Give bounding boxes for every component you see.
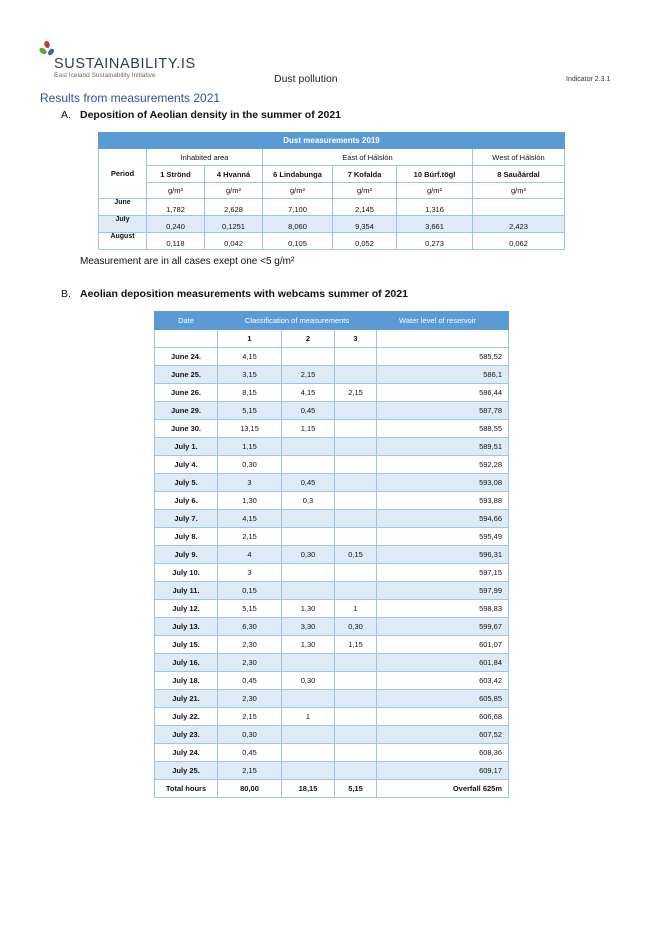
measurement-note: Measurement are in all cases exept one <5 g/m² (80, 256, 295, 267)
date-cell: July 12. (155, 600, 218, 618)
table1-title: Dust measurements 2019 (99, 133, 565, 149)
class-2-cell (282, 348, 335, 366)
class-1-cell: 2,30 (218, 636, 282, 654)
value-cell: 2,145 (333, 199, 397, 216)
value-cell: 8,060 (263, 216, 333, 233)
results-heading: Results from measurements 2021 (40, 91, 221, 105)
class-3-cell: 1,15 (335, 636, 377, 654)
webcam-measurements-table (154, 311, 509, 798)
class-1-cell: 8,15 (218, 384, 282, 402)
class-3-cell (335, 582, 377, 600)
section-b-letter: B. (61, 288, 71, 300)
date-cell: June 29. (155, 402, 218, 420)
table-row (155, 366, 509, 384)
logo-tagline: East Iceland Sustainability Initiative (54, 72, 156, 79)
class-3-cell: 0,30 (335, 618, 377, 636)
table-row (155, 402, 509, 420)
value-cell: 7,100 (263, 199, 333, 216)
logo-name: SUSTAINABILITY.IS (54, 56, 196, 72)
column-header: 1 Strönd (147, 166, 205, 183)
value-cell (473, 199, 565, 216)
value-cell: 0,042 (205, 233, 263, 250)
table-row (155, 636, 509, 654)
total-class-3: 5,15 (335, 780, 377, 798)
table-row (155, 384, 509, 402)
table-row (155, 600, 509, 618)
class-1-cell: 13,15 (218, 420, 282, 438)
date-cell: June 30. (155, 420, 218, 438)
unit-cell: g/m² (473, 183, 565, 199)
table-row (155, 762, 509, 780)
water-level-cell: 605,85 (377, 690, 509, 708)
class-1-cell: 4,15 (218, 348, 282, 366)
value-cell: 2,628 (205, 199, 263, 216)
water-level-cell: 609,17 (377, 762, 509, 780)
table-row (99, 216, 565, 233)
table-row (155, 510, 509, 528)
unit-cell: g/m² (147, 183, 205, 199)
date-cell: June 24. (155, 348, 218, 366)
document-title: Dust pollution (274, 73, 338, 85)
class-2-cell (282, 564, 335, 582)
class-3-header: 3 (335, 330, 377, 348)
water-level-cell: 592,28 (377, 456, 509, 474)
table-row (155, 654, 509, 672)
class-2-cell: 0,3 (282, 492, 335, 510)
date-cell: July 9. (155, 546, 218, 564)
group-east: East of Hálslón (263, 149, 473, 166)
value-cell: 0,105 (263, 233, 333, 250)
date-cell: July 25. (155, 762, 218, 780)
total-class-1: 80,00 (218, 780, 282, 798)
class-3-cell (335, 564, 377, 582)
blank-cell (155, 330, 218, 348)
class-1-header: 1 (218, 330, 282, 348)
date-header: Date (155, 312, 218, 330)
class-3-cell (335, 744, 377, 762)
table-row (99, 233, 565, 250)
unit-cell: g/m² (263, 183, 333, 199)
class-3-cell (335, 366, 377, 384)
total-row (155, 780, 509, 798)
class-2-cell (282, 510, 335, 528)
total-label: Total hours (155, 780, 218, 798)
section-a-letter: A. (61, 109, 71, 121)
value-cell: 1,782 (147, 199, 205, 216)
date-cell: July 13. (155, 618, 218, 636)
class-3-cell (335, 456, 377, 474)
date-cell: July 11. (155, 582, 218, 600)
class-3-cell (335, 510, 377, 528)
class-3-cell: 1 (335, 600, 377, 618)
indicator-label: Indicator 2.3.1 (566, 76, 611, 83)
total-class-2: 18,15 (282, 780, 335, 798)
water-level-cell: 593,08 (377, 474, 509, 492)
class-3-cell: 0,15 (335, 546, 377, 564)
section-a-heading (61, 109, 341, 121)
class-2-cell: 0,45 (282, 402, 335, 420)
date-cell: July 4. (155, 456, 218, 474)
class-3-cell (335, 402, 377, 420)
class-1-cell: 5,15 (218, 402, 282, 420)
class-1-cell: 2,30 (218, 690, 282, 708)
water-level-cell: 598,83 (377, 600, 509, 618)
unit-cell: g/m² (205, 183, 263, 199)
unit-cell: g/m² (397, 183, 473, 199)
date-cell: July 5. (155, 474, 218, 492)
value-cell: 0,052 (333, 233, 397, 250)
table-row (99, 199, 565, 216)
class-2-cell: 0,30 (282, 672, 335, 690)
date-cell: July 18. (155, 672, 218, 690)
water-level-header: Water level of reservoir (377, 312, 509, 330)
class-2-cell: 1,30 (282, 636, 335, 654)
table-row (155, 564, 509, 582)
class-2-cell: 1,30 (282, 600, 335, 618)
date-cell: July 16. (155, 654, 218, 672)
class-1-cell: 0,45 (218, 744, 282, 762)
water-level-cell: 599,67 (377, 618, 509, 636)
class-2-cell (282, 654, 335, 672)
table-row (155, 546, 509, 564)
table-row (155, 708, 509, 726)
class-1-cell: 5,15 (218, 600, 282, 618)
table-row (155, 618, 509, 636)
class-2-cell: 1 (282, 708, 335, 726)
column-header: 8 Sauðárdal (473, 166, 565, 183)
class-3-cell (335, 726, 377, 744)
value-cell: 0,273 (397, 233, 473, 250)
date-cell: June 26. (155, 384, 218, 402)
class-3-cell (335, 528, 377, 546)
date-cell: July 21. (155, 690, 218, 708)
dust-measurements-table (98, 132, 565, 250)
class-3-cell (335, 672, 377, 690)
date-cell: June 25. (155, 366, 218, 384)
date-cell: July 23. (155, 726, 218, 744)
column-header: 10 Búrf.tögl (397, 166, 473, 183)
table-row (155, 420, 509, 438)
table-row (155, 744, 509, 762)
class-1-cell: 3,15 (218, 366, 282, 384)
class-3-cell (335, 492, 377, 510)
section-b-heading (61, 288, 408, 300)
class-1-cell: 3 (218, 564, 282, 582)
class-2-cell (282, 582, 335, 600)
water-level-cell: 597,15 (377, 564, 509, 582)
class-2-cell: 1,15 (282, 420, 335, 438)
value-cell: 2,423 (473, 216, 565, 233)
webcam-table-body (155, 348, 509, 780)
date-cell: July 1. (155, 438, 218, 456)
table-row (155, 474, 509, 492)
period-header: Period (99, 149, 147, 199)
total-water-level: Overfall 625m (377, 780, 509, 798)
water-level-cell: 589,51 (377, 438, 509, 456)
date-cell: July 24. (155, 744, 218, 762)
column-header: 7 Kofalda (333, 166, 397, 183)
table-row (155, 582, 509, 600)
classification-header: Classification of measurements (218, 312, 377, 330)
class-1-cell: 0,45 (218, 672, 282, 690)
value-cell: 0,1251 (205, 216, 263, 233)
column-header: 4 Hvanná (205, 166, 263, 183)
class-1-cell: 6,30 (218, 618, 282, 636)
table-row (155, 456, 509, 474)
class-1-cell: 2,30 (218, 654, 282, 672)
value-cell: 0,118 (147, 233, 205, 250)
value-cell: 9,354 (333, 216, 397, 233)
water-level-cell: 587,78 (377, 402, 509, 420)
class-2-cell: 0,30 (282, 546, 335, 564)
table-row (155, 492, 509, 510)
class-3-cell (335, 348, 377, 366)
class-1-cell: 4,15 (218, 510, 282, 528)
water-level-cell: 586,1 (377, 366, 509, 384)
date-cell: July 15. (155, 636, 218, 654)
class-2-cell (282, 456, 335, 474)
table-row (155, 690, 509, 708)
class-2-cell (282, 528, 335, 546)
column-header: 6 Lindabunga (263, 166, 333, 183)
water-level-cell: 596,31 (377, 546, 509, 564)
class-2-cell: 2,15 (282, 366, 335, 384)
table-row (155, 672, 509, 690)
water-level-cell: 603,42 (377, 672, 509, 690)
class-1-cell: 0,15 (218, 582, 282, 600)
date-cell: July 7. (155, 510, 218, 528)
table-row (155, 528, 509, 546)
class-1-cell: 1,15 (218, 438, 282, 456)
class-3-cell (335, 438, 377, 456)
class-3-cell (335, 474, 377, 492)
date-cell: July 6. (155, 492, 218, 510)
period-cell: July (99, 216, 147, 233)
date-cell: July 8. (155, 528, 218, 546)
water-level-cell: 588,55 (377, 420, 509, 438)
class-2-header: 2 (282, 330, 335, 348)
unit-cell: g/m² (333, 183, 397, 199)
class-2-cell (282, 744, 335, 762)
table-row (155, 438, 509, 456)
date-cell: July 10. (155, 564, 218, 582)
value-cell: 3,661 (397, 216, 473, 233)
class-2-cell (282, 690, 335, 708)
class-2-cell: 0,45 (282, 474, 335, 492)
period-cell: June (99, 199, 147, 216)
class-1-cell: 0,30 (218, 726, 282, 744)
table-row (155, 726, 509, 744)
class-1-cell: 2,15 (218, 762, 282, 780)
class-2-cell: 3,30 (282, 618, 335, 636)
table-row (155, 348, 509, 366)
class-2-cell (282, 438, 335, 456)
section-a-title: Deposition of Aeolian density in the summer of 2021 (80, 109, 341, 121)
group-west: West of Hálslón (473, 149, 565, 166)
class-2-cell (282, 726, 335, 744)
water-level-cell: 594,66 (377, 510, 509, 528)
water-level-cell: 597,99 (377, 582, 509, 600)
value-cell: 1,316 (397, 199, 473, 216)
water-level-cell: 593,88 (377, 492, 509, 510)
class-1-cell: 2,15 (218, 708, 282, 726)
class-1-cell: 3 (218, 474, 282, 492)
class-1-cell: 4 (218, 546, 282, 564)
class-3-cell (335, 690, 377, 708)
water-level-cell: 606,68 (377, 708, 509, 726)
date-cell: July 22. (155, 708, 218, 726)
section-b-title: Aeolian deposition measurements with webcams summer of 2021 (80, 288, 408, 300)
blank-cell (377, 330, 509, 348)
class-3-cell (335, 420, 377, 438)
class-1-cell: 0,30 (218, 456, 282, 474)
water-level-cell: 607,52 (377, 726, 509, 744)
class-2-cell (282, 762, 335, 780)
class-3-cell (335, 708, 377, 726)
class-1-cell: 2,15 (218, 528, 282, 546)
water-level-cell: 608,36 (377, 744, 509, 762)
water-level-cell: 595,49 (377, 528, 509, 546)
period-cell: August (99, 233, 147, 250)
class-2-cell: 4,15 (282, 384, 335, 402)
class-3-cell (335, 654, 377, 672)
class-1-cell: 1,30 (218, 492, 282, 510)
class-3-cell (335, 762, 377, 780)
logo (38, 40, 208, 82)
value-cell: 0,240 (147, 216, 205, 233)
water-level-cell: 601,84 (377, 654, 509, 672)
water-level-cell: 585,52 (377, 348, 509, 366)
water-level-cell: 601,07 (377, 636, 509, 654)
class-3-cell: 2,15 (335, 384, 377, 402)
water-level-cell: 586,44 (377, 384, 509, 402)
value-cell: 0,062 (473, 233, 565, 250)
group-inhabited: Inhabited area (147, 149, 263, 166)
